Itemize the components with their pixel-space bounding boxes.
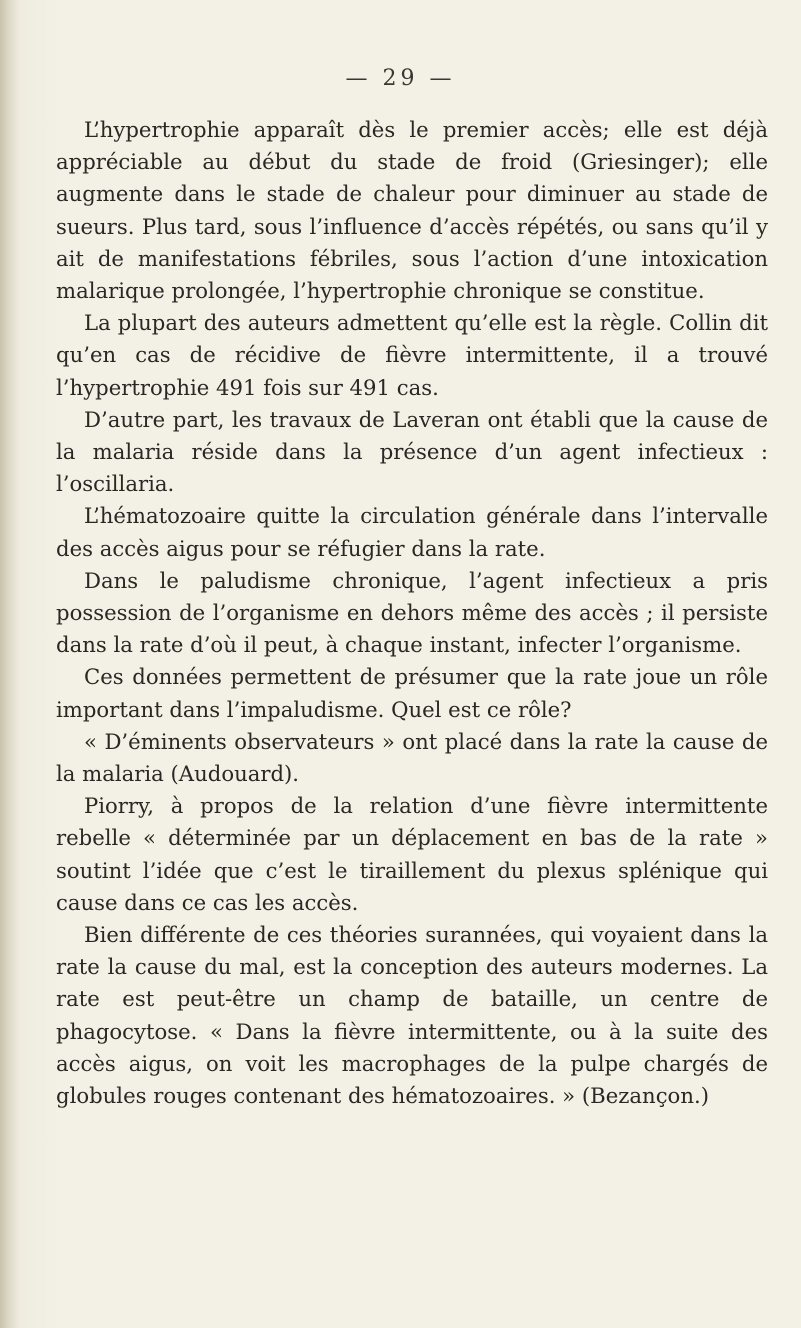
paragraph-5: Dans le paludisme chronique, l’agent infectieux a pris possession de l’organisme en dehors même des accès ; il persiste dans la rate d’où il peut, à chaque instant, infecter l’organisme. <box>56 567 768 658</box>
paragraph-6: Ces données permettent de présumer que la rate joue un rôle important dans l’impaludisme. Quel est ce rôle? <box>56 664 768 722</box>
paragraph-2: La plupart des auteurs admettent qu’elle est la règle. Collin dit qu’en cas de récidive de fièvre intermittente, il a trouvé l’hypertrophie 491 fois sur 491 cas. <box>56 310 768 400</box>
page-number: — 29 — <box>345 66 456 91</box>
paragraph-3: D’autre part, les travaux de Laveran ont établi que la cause de la malaria réside dans la présence d’un agent infectieux : l’oscillaria. <box>56 406 768 497</box>
page-gutter-shadow <box>0 0 18 1328</box>
paragraph-9: Bien différente de ces théories surannées, qui voyaient dans la rate la cause du mal, est la conception des auteurs modernes. La rate est peut-être un champ de bataille, un centre de phagocytose. « Dans la fièvre intermittente, ou à la suite des accès aigus, on voit les macrophages de la pulpe chargés de globules rouges contenant des hématozoaires. » (Bezançon.) <box>56 922 768 1109</box>
paragraph-4: L’hématozoaire quitte la circulation générale dans l’intervalle des accès aigus pour se réfugier dans la rate. <box>56 503 768 561</box>
paragraph-8: Piorry, à propos de la relation d’une fièvre intermittente rebelle « déterminée par un déplacement en bas de la rate » soutint l’idée que c’est le tiraillement du plexus splénique qui cause dans ce cas les accès. <box>56 793 768 915</box>
paragraph-7: « D’éminents observateurs » ont placé dans la rate la cause de la malaria (Audouard). <box>56 728 768 787</box>
body-text <box>56 114 768 1112</box>
paragraph-1: L’hypertrophie apparaît dès le premier accès; elle est déjà appréciable au début du stade de froid (Griesinger); elle augmente dans le stade de chaleur pour diminuer au stade de sueurs. Plus tard, sous l’influence d’accès répétés, ou sans qu’il y ait de manifestations fébriles, sous l’action d’une intoxication malarique prolongée, l’hypertrophie chronique se constitue. <box>56 117 768 304</box>
